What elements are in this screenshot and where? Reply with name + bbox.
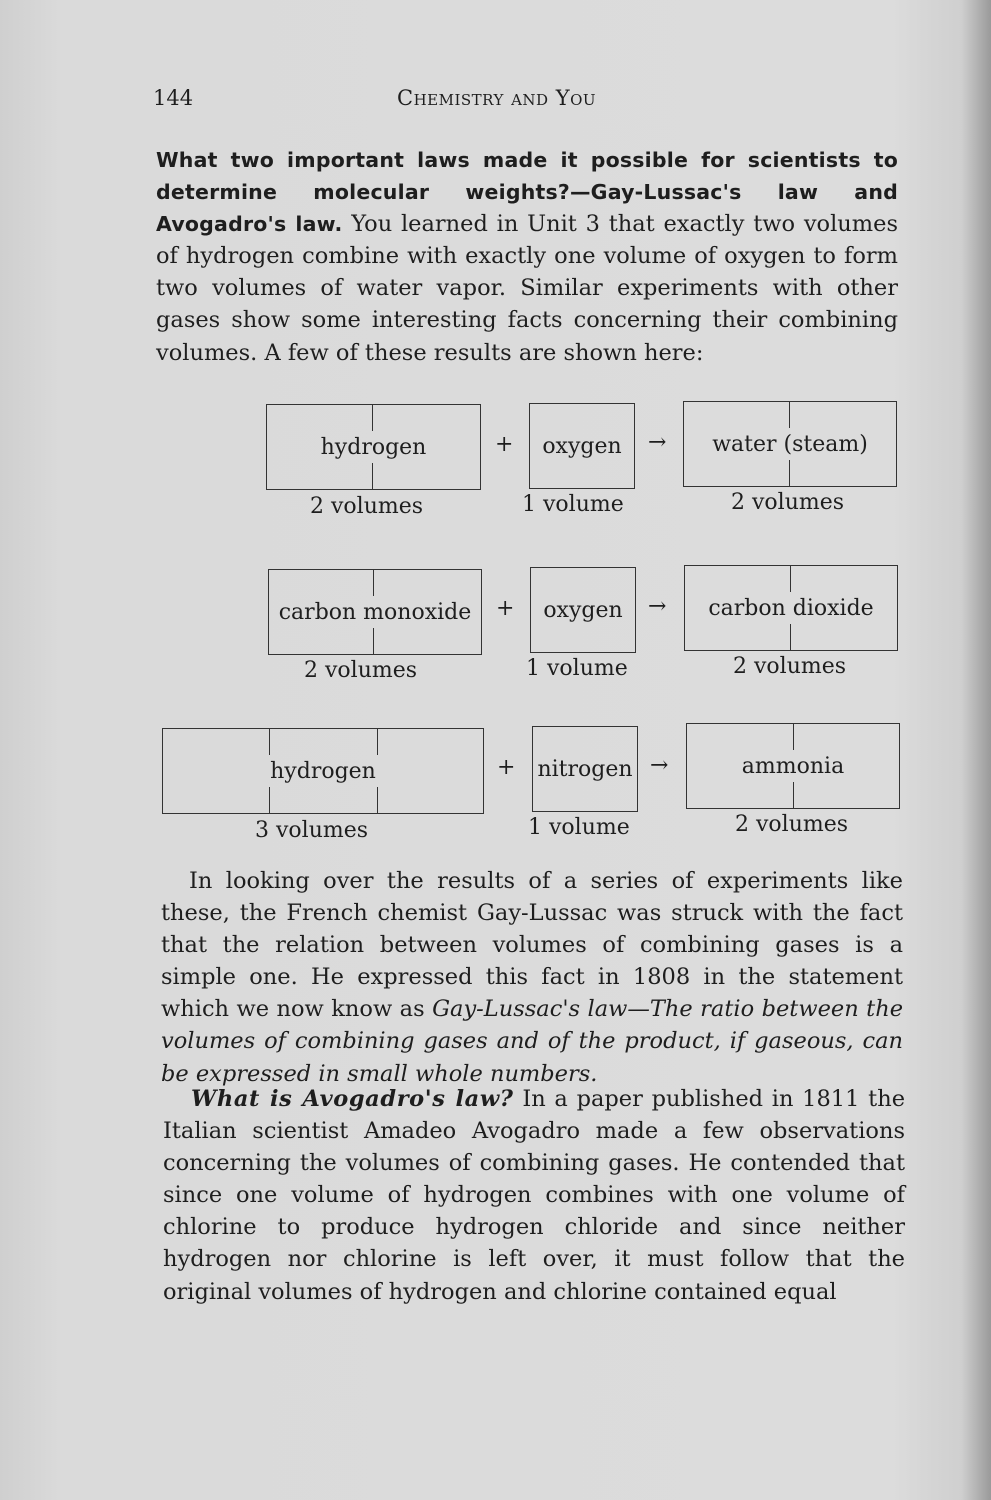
- reactant-box: [266, 404, 481, 490]
- volume-label: 1 volume: [526, 656, 628, 681]
- divider-tick: [790, 624, 791, 650]
- arrow: →: [650, 753, 669, 778]
- reactant-name: nitrogen: [537, 756, 633, 782]
- intro-text: You learned in Unit 3 that exactly two volumes of hydrogen combine with exactly one volume of oxygen to form two volumes of water vapor. Similar experiments with other gases show some interesting facts concerning their combining volumes. A few of these results are shown here:: [156, 211, 898, 366]
- divider-tick: [793, 782, 794, 808]
- divider-tick: [373, 628, 374, 654]
- product-name: carbon dioxide: [708, 595, 874, 621]
- divider-tick: [793, 724, 794, 750]
- divider-tick: [790, 566, 791, 592]
- reactant-box: [268, 569, 482, 655]
- divider-tick: [789, 460, 790, 486]
- divider-tick: [789, 402, 790, 428]
- volume-label: 2 volumes: [733, 654, 847, 679]
- product-name: water (steam): [712, 431, 868, 457]
- reactant-name: oxygen: [542, 433, 622, 459]
- product-name: ammonia: [741, 753, 845, 779]
- reactant-name: carbon monoxide: [278, 599, 472, 625]
- gay-lussac-text: In looking over the results of a series of experiments like these, the French chemist Gay-Lussac was struck with the fact that the relation between volumes of combining gases is a simple one. He expressed this fact in 1808 in the statement which we now know as: [161, 868, 903, 1023]
- running-head: [0, 86, 991, 116]
- volume-label: 1 volume: [522, 492, 624, 517]
- divider-tick: [269, 729, 270, 755]
- arrow: →: [648, 430, 667, 455]
- product-box: [684, 565, 898, 651]
- book-title: Chemistry and You: [397, 86, 597, 110]
- reactant-name: hydrogen: [270, 758, 376, 784]
- reactant-box: [532, 726, 638, 812]
- plus-sign: +: [497, 755, 516, 780]
- volume-label: 2 volumes: [735, 812, 849, 837]
- law-statement: —The ratio between the volumes of combining gases and of the product, if gaseous, can be expressed in small whole numbers.: [161, 996, 904, 1087]
- plus-sign: +: [496, 596, 515, 621]
- volume-label: 2 volumes: [304, 658, 418, 683]
- reactant-box: [162, 728, 484, 814]
- product-box: [683, 401, 897, 487]
- avogadro-question: What is Avogadro's law?: [191, 1086, 514, 1112]
- gay-lussac-paragraph: [161, 865, 903, 1090]
- divider-tick: [269, 787, 270, 813]
- law-name: Gay-Lussac's law: [432, 996, 628, 1023]
- reactant-box: [529, 403, 635, 489]
- reactant-box: [530, 567, 636, 653]
- arrow: →: [648, 594, 667, 619]
- avogadro-text: In a paper published in 1811 the Italian scientist Amadeo Avogadro made a few observations concerning the volumes of combining gases. He contended that since one volume of hydrogen combines with one volume of chlorine to produce hydrogen chloride and since neither hydrogen nor chlorine is left over, it must follow that the original volumes of hydrogen and chlorine contained equal: [163, 1086, 906, 1305]
- page-number: 144: [153, 86, 194, 110]
- volume-label: 3 volumes: [255, 818, 369, 843]
- product-box: [686, 723, 900, 809]
- divider-tick: [372, 463, 373, 489]
- volume-label: 1 volume: [528, 815, 630, 840]
- plus-sign: +: [495, 432, 514, 457]
- intro-paragraph: [156, 144, 898, 369]
- section-question: What two important laws made it possible for scientists to determine molecular weights?—Gay-Lussac's law and Avogadro's law.: [156, 148, 898, 237]
- avogadro-paragraph: [163, 1083, 905, 1308]
- divider-tick: [377, 787, 378, 813]
- reactant-name: oxygen: [543, 597, 623, 623]
- divider-tick: [377, 729, 378, 755]
- volume-label: 2 volumes: [731, 490, 845, 515]
- divider-tick: [372, 405, 373, 431]
- volume-label: 2 volumes: [310, 494, 424, 519]
- reactant-name: hydrogen: [320, 434, 427, 460]
- divider-tick: [373, 570, 374, 596]
